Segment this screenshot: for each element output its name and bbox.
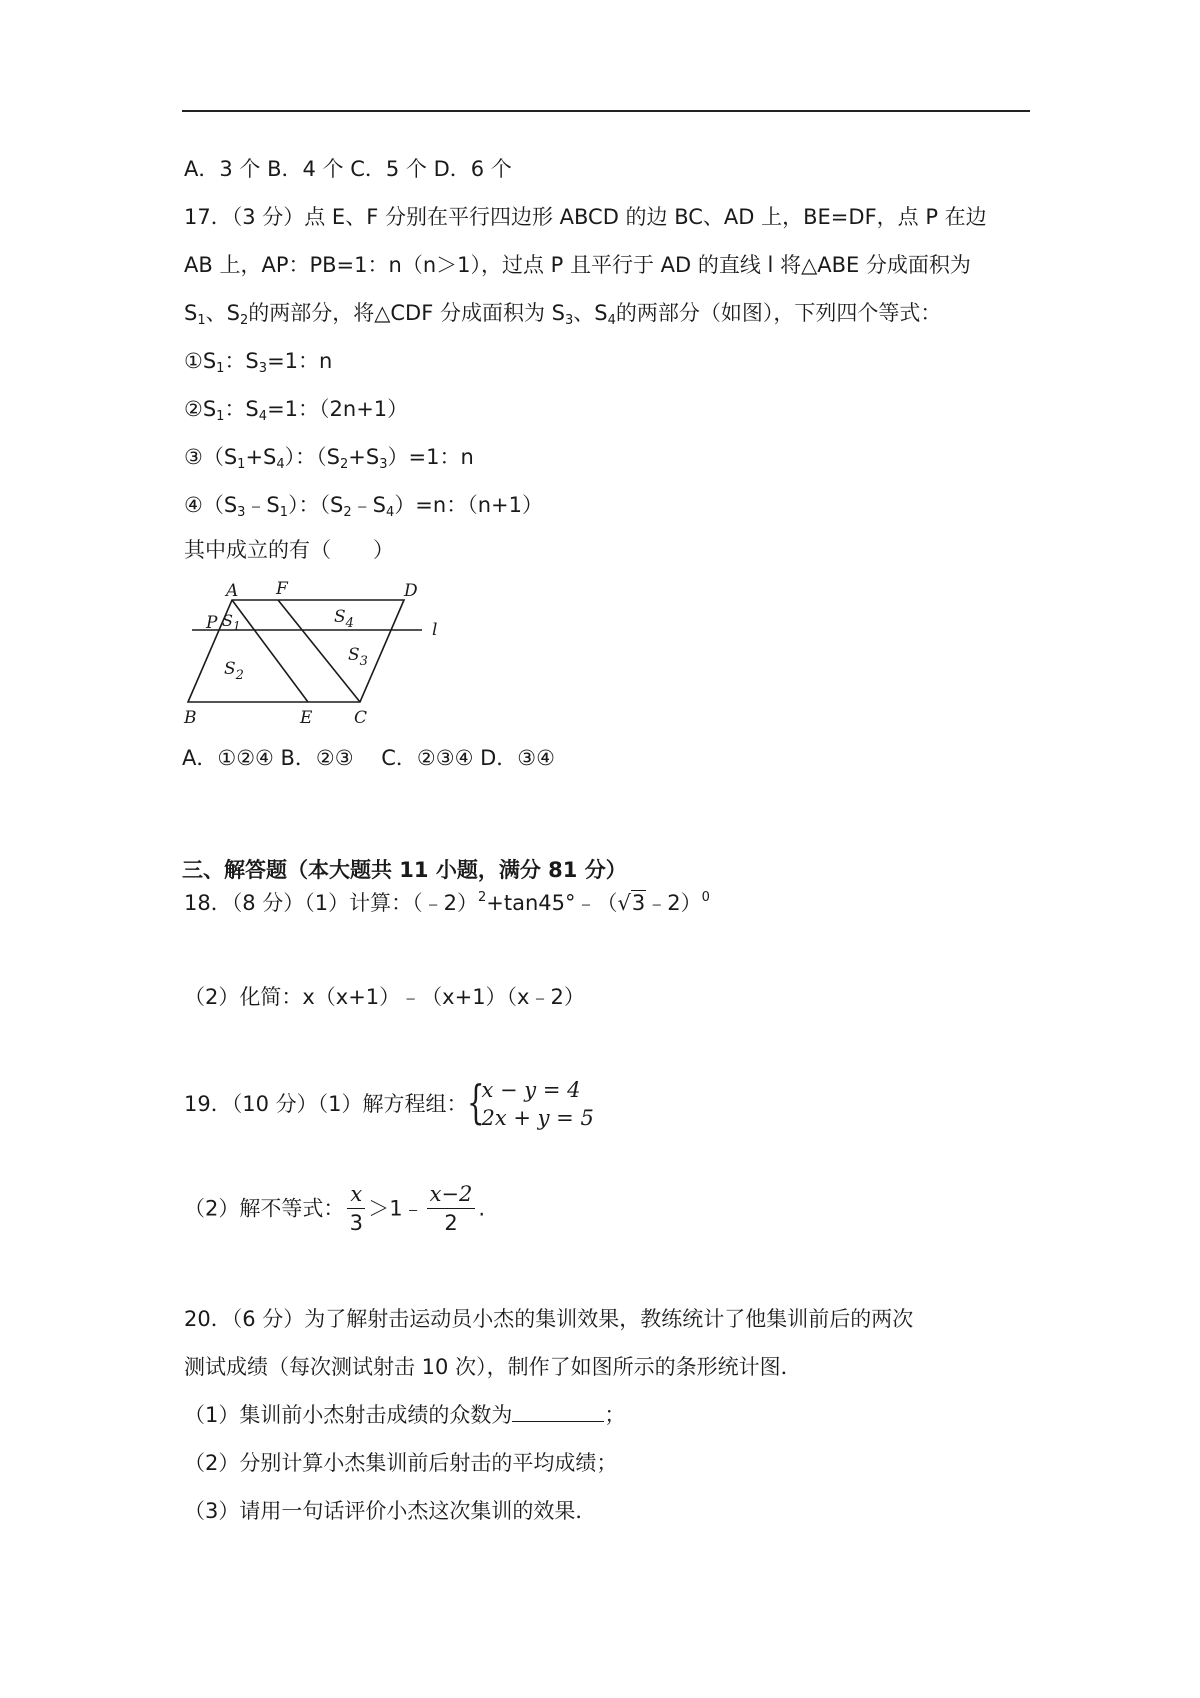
label-s4: $S_4$ xyxy=(334,607,354,631)
q20-sub2: （2）分别计算小杰集训前后射击的平均成绩； xyxy=(184,1451,618,1475)
q20-line2: 测试成绩（每次测试射击 10 次），制作了如图所示的条形统计图． xyxy=(184,1355,802,1379)
equation-2: 2x + y = 5 xyxy=(481,1106,594,1130)
q20-sub1: （1）集训前小杰射击成绩的众数为 ； xyxy=(184,1403,626,1427)
q19-part1: 19．（10 分）（1）解方程组： { x − y = 4 2x + y = 5 xyxy=(184,1075,594,1130)
label-s3: $S_3$ xyxy=(348,645,368,669)
q16-options: A．3 个 B．4 个 C．5 个 D．6 个 xyxy=(184,157,512,181)
label-c: C xyxy=(354,708,368,728)
label-a: A xyxy=(226,581,239,601)
q17-statement-1: $①S_1$：$S_3=1$：n xyxy=(184,349,333,376)
q17-statement-4: $④(S_3﹣S_1)$：$(S_2﹣S_4)=n$：（n+1） xyxy=(184,493,543,520)
q17-statement-2: $②S_1$：$S_4=1$：（2n+1） xyxy=(184,397,409,424)
q20-sub3: （3）请用一句话评价小杰这次集训的效果． xyxy=(184,1499,597,1523)
q18-part2: （2）化简：x（x+1）﹣（x+1）（x﹣2） xyxy=(184,985,585,1009)
label-s2: $S_2$ xyxy=(224,659,244,683)
q19-part2: （2）解不等式： $\frac{x}{3}$ ＞1﹣ $\frac{x-2}{2}$ . xyxy=(184,1182,486,1235)
q17-line1: 17．（3 分）点 E、F 分别在平行四边形 ABCD 的边 BC、AD 上，BE=DF，点 P 在边 xyxy=(184,205,987,229)
equation-1: x − y = 4 xyxy=(481,1078,581,1102)
q17-prompt: 其中成立的有（ ） xyxy=(184,538,394,562)
q17-line3: $S_1$、$S_2$的两部分，将△CDF 分成面积为 $S_3$、$S_4$的两部分（如图），下列四个等式： xyxy=(184,301,942,328)
fraction-x-minus-2-over-2: $\frac{x-2}{2}$ xyxy=(427,1180,476,1237)
label-s1: $S_1$ xyxy=(222,611,241,633)
label-f: F xyxy=(276,579,288,599)
q17-line2: AB 上，AP：PB=1：n（n＞1），过点 P 且平行于 AD 的直线 l 将△ABE 分成面积为 xyxy=(184,253,971,277)
label-e: E xyxy=(300,708,313,728)
answer-blank[interactable] xyxy=(512,1401,604,1422)
q20-line1: 20．（6 分）为了解射击运动员小杰的集训效果，教练统计了他集训前后的两次 xyxy=(184,1307,914,1331)
label-l: l xyxy=(432,620,438,640)
equation-system: { x − y = 4 2x + y = 5 xyxy=(467,1075,594,1130)
parallelogram-figure xyxy=(182,578,452,728)
segment-ae xyxy=(232,600,308,702)
label-d: D xyxy=(404,581,418,601)
section3-title: 三、解答题（本大题共 11 小题，满分 81 分） xyxy=(182,858,627,882)
q17-options: A．①②④ B．②③ C．②③④ D．③④ xyxy=(182,746,555,770)
fraction-x-over-3: $\frac{x}{3}$ xyxy=(347,1180,365,1237)
header-rule xyxy=(182,110,1030,112)
label-p: P xyxy=(206,613,218,633)
label-b: B xyxy=(184,708,197,728)
q17-statement-3: $③(S_1+S_4)$：$(S_2+S_3)=1$：n xyxy=(184,445,474,472)
q18-part1: 18．（8 分）（1）计算：（﹣2）$^2$+tan45°﹣（√3﹣2）$^0$ xyxy=(184,890,710,915)
